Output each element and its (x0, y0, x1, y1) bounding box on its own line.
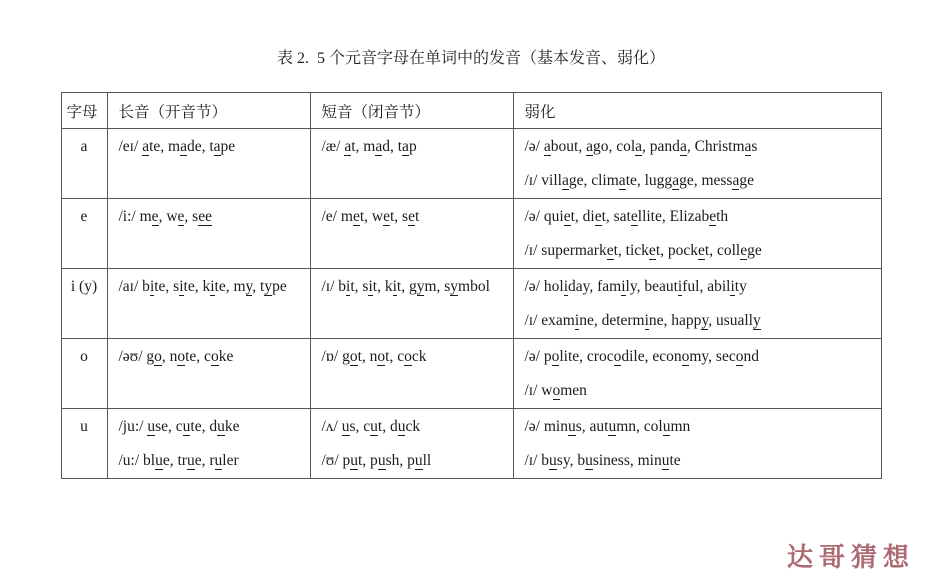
underlined-letter: i (677, 278, 683, 295)
underlined-letter: i (368, 278, 373, 295)
long-sound-cell (107, 269, 310, 339)
underlined-letter: i (346, 278, 351, 295)
cell-line: /ə/ minus, autumn, column (524, 418, 691, 435)
long-sound-cell (107, 339, 310, 409)
underlined-letter: u (217, 418, 225, 435)
underlined-letter: e (177, 208, 185, 225)
header-weakened: 弱化 (513, 93, 881, 129)
cell-line: /ɪ/ bit, sit, kit, gym, symbol (321, 278, 490, 295)
table-caption: 表 2. 5 个元音字母在单词中的发音（基本发音、弱化） (276, 50, 665, 67)
table-row (61, 269, 881, 339)
long-sound-cell (107, 409, 310, 479)
long-sound-cell (107, 199, 310, 269)
letter-cell: o (61, 339, 107, 409)
underlined-letter: o (349, 348, 358, 365)
short-sound-cell (310, 269, 513, 339)
long-sound-cell (107, 129, 310, 199)
table-row (61, 129, 881, 199)
underlined-letter: u (549, 452, 557, 469)
weakened-cell (513, 269, 881, 339)
cell-line: /ɪ/ women (524, 382, 587, 399)
underlined-letter: o (735, 348, 744, 365)
underlined-letter: a (142, 138, 150, 155)
underlined-letter: u (182, 418, 191, 435)
underlined-letter: y (752, 312, 761, 329)
table-row (61, 409, 881, 479)
cell-line: /ə/ about, ago, cola, panda, Christmas (524, 138, 758, 155)
underlined-letter: y (245, 278, 253, 295)
underlined-letter: o (154, 348, 162, 365)
underlined-letter: e (740, 242, 748, 259)
cell-line: /i:/ me, we, see (118, 208, 212, 225)
cell-line: /ɪ/ supermarket, ticket, pocket, college (524, 242, 762, 259)
cell-line: /ə/ polite, crocodile, economy, second (524, 348, 759, 365)
underlined-letter: e (698, 242, 705, 259)
underlined-letter: e (408, 208, 415, 225)
underlined-letter: e (563, 208, 571, 225)
underlined-letter: e (648, 242, 656, 259)
underlined-letter: e (630, 208, 638, 225)
cell-line: /ju:/ use, cute, duke (118, 418, 240, 435)
cell-line: /ɪ/ village, climate, luggage, message (524, 172, 754, 189)
underlined-letter: o (552, 382, 561, 399)
underlined-letter: i (179, 278, 184, 295)
underlined-letter: u (341, 418, 350, 435)
underlined-letter: u (661, 452, 670, 469)
underlined-letter: ee (198, 208, 212, 225)
cell-line: /aɪ/ bite, site, kite, my, type (118, 278, 287, 295)
cell-line: /ɒ/ got, not, cock (321, 348, 427, 365)
cell-line: /ə/ quiet, diet, satellite, Elizabeth (524, 208, 729, 225)
table-row (61, 199, 881, 269)
cell-line: /eɪ/ ate, made, tape (118, 138, 236, 155)
underlined-letter: i (563, 278, 568, 295)
underlined-letter: i (621, 278, 626, 295)
underlined-letter: u (147, 418, 156, 435)
underlined-letter: y (416, 278, 425, 295)
underlined-letter: i (574, 312, 580, 329)
weakened-cell (513, 409, 881, 479)
underlined-letter: o (377, 348, 386, 365)
cell-line: /əʊ/ go, note, coke (118, 348, 234, 365)
underlined-letter: u (377, 452, 386, 469)
cell-line: /e/ met, wet, set (321, 208, 420, 225)
underlined-letter: o (210, 348, 219, 365)
header-row (61, 93, 881, 129)
underlined-letter: u (585, 452, 593, 469)
underlined-letter: i (210, 278, 215, 295)
weakened-cell (513, 339, 881, 409)
underlined-letter: i (149, 278, 155, 295)
letter-cell: i (y) (61, 269, 107, 339)
underlined-letter: a (180, 138, 187, 155)
underlined-letter: a (344, 138, 352, 155)
header-letter: 字母 (61, 93, 107, 129)
underlined-letter: y (264, 278, 273, 295)
header-short-sound: 短音（闭音节） (310, 93, 513, 129)
underlined-letter: a (402, 138, 409, 155)
short-sound-cell (310, 129, 513, 199)
underlined-letter: u (350, 452, 358, 469)
table-row (61, 339, 881, 409)
short-sound-cell (310, 409, 513, 479)
underlined-letter: a (375, 138, 383, 155)
underlined-letter: o (551, 348, 560, 365)
underlined-letter: a (213, 138, 221, 155)
cell-line: /ɪ/ examine, determine, happy, usually (524, 312, 761, 329)
underlined-letter: a (543, 138, 551, 155)
underlined-letter: u (186, 452, 195, 469)
cell-line: /ʌ/ us, cut, duck (321, 418, 421, 435)
cell-line: /ə/ holiday, family, beautiful, ability (524, 278, 747, 295)
underlined-letter: u (397, 418, 406, 435)
underlined-letter: a (618, 172, 626, 189)
underlined-letter: a (635, 138, 643, 155)
underlined-letter: y (701, 312, 709, 329)
header-long-sound: 长音（开音节） (107, 93, 310, 129)
underlined-letter: y (450, 278, 459, 295)
underlined-letter: e (352, 208, 360, 225)
cell-line: /u:/ blue, true, ruler (118, 452, 239, 469)
underlined-letter: o (404, 348, 412, 365)
underlined-letter: o (613, 348, 622, 365)
cell-line: /ɪ/ busy, business, minute (524, 452, 681, 469)
underlined-letter: e (151, 208, 159, 225)
underlined-letter: e (606, 242, 614, 259)
underlined-letter: a (586, 138, 593, 155)
short-sound-cell (310, 339, 513, 409)
watermark: 达哥猜想 (786, 542, 915, 572)
underlined-letter: e (383, 208, 390, 225)
underlined-letter: a (732, 172, 740, 189)
underlined-letter: u (662, 418, 671, 435)
underlined-letter: u (214, 452, 223, 469)
underlined-letter: i (730, 278, 735, 295)
underlined-letter: e (709, 208, 717, 225)
underlined-letter: e (594, 208, 602, 225)
underlined-letter: u (567, 418, 576, 435)
underlined-letter: i (392, 278, 397, 295)
letter-cell: u (61, 409, 107, 479)
underlined-letter: u (155, 452, 163, 469)
underlined-letter: o (177, 348, 186, 365)
underlined-letter: o (681, 348, 690, 365)
underlined-letter: a (679, 138, 687, 155)
weakened-cell (513, 129, 881, 199)
underlined-letter: u (414, 452, 423, 469)
letter-cell: e (61, 199, 107, 269)
cell-line: /æ/ at, mad, tap (321, 138, 417, 155)
underlined-letter: a (672, 172, 680, 189)
pronunciation-table (61, 92, 882, 479)
letter-cell: a (61, 129, 107, 199)
underlined-letter: u (608, 418, 617, 435)
underlined-letter: i (644, 312, 649, 329)
weakened-cell (513, 199, 881, 269)
underlined-letter: a (744, 138, 752, 155)
short-sound-cell (310, 199, 513, 269)
underlined-letter: a (561, 172, 569, 189)
cell-line: /ʊ/ put, push, pull (321, 452, 432, 469)
underlined-letter: u (370, 418, 378, 435)
